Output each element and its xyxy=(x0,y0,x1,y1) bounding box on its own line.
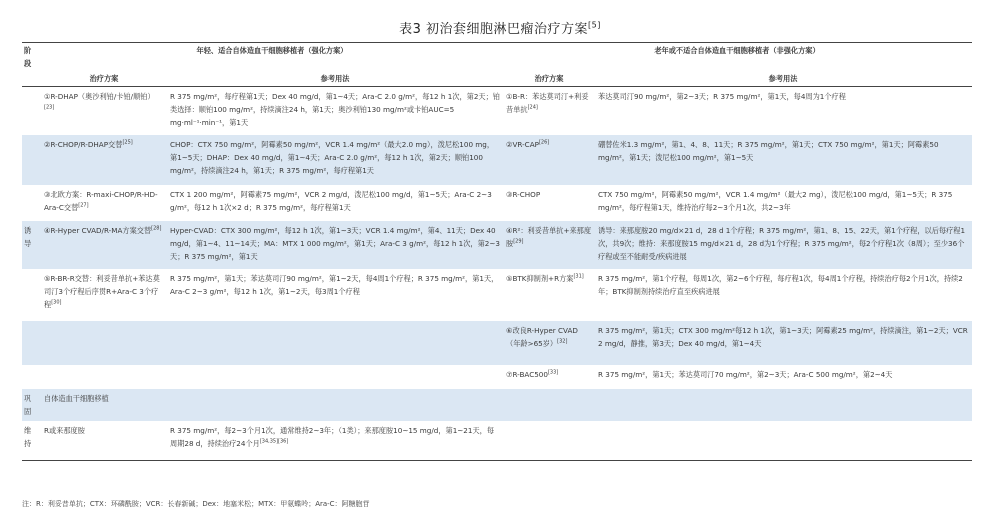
table-title-text: 表3 初治套细胞淋巴瘤治疗方案 xyxy=(399,22,589,37)
young-regimen-cell xyxy=(42,389,168,421)
old-regimen-cell-text: ②VR-CAP xyxy=(506,139,539,149)
stage-cell xyxy=(22,269,42,321)
table-row xyxy=(22,185,972,221)
table-row xyxy=(22,269,972,321)
young-regimen-cell xyxy=(42,321,168,365)
old-regimen-cell-text: ⑤BTK抑制剂+R方案 xyxy=(506,273,574,283)
young-dosage-cell xyxy=(168,269,504,321)
young-regimen-cell-text: ①R-DHAP（奥沙利铂/卡铂/顺铂） xyxy=(44,92,155,101)
header-old-regimen: 治疗方案 xyxy=(504,71,596,87)
old-regimen-cell xyxy=(504,221,596,269)
header-young-dosage: 参考用法 xyxy=(168,71,504,87)
old-regimen-cell-text: ⑥改良R-Hyper CVAD（年龄>65岁） xyxy=(506,325,578,348)
young-dosage-cell-text: CHOP：CTX 750 mg/m²，阿霉素50 mg/m²，VCR 1.4 mg/m²（最大2.0 mg），泼尼松100 mg，第1~5天；DHAP：Dex 40 mg/d，第1~4天；Ara-C 2.0 g/m²，每12 h 1次，第2天；顺铂100 mg/m²，持续滴注24 h，第1天；R 375 mg/m²，每疗程第1天 xyxy=(170,139,495,175)
citation-ref: [28] xyxy=(151,225,162,232)
table-row xyxy=(22,389,972,421)
old-dosage-cell xyxy=(596,135,972,185)
citation-ref: [32] xyxy=(557,338,568,345)
stage-cell xyxy=(22,421,42,461)
stage-cell xyxy=(22,221,42,269)
old-regimen-cell-text: ①B-R：苯达莫司汀+利妥昔单抗 xyxy=(506,92,589,114)
stage-cell-text: 诱导 xyxy=(24,225,32,248)
young-regimen-cell-text: ③北欧方案：R-maxi-CHOP/R-HD-Ara-C交替 xyxy=(44,189,158,212)
citation-ref: [25] xyxy=(122,139,133,146)
young-regimen-cell xyxy=(42,365,168,389)
citation-ref: [33] xyxy=(547,369,559,376)
stage-cell-text: 巩固 xyxy=(24,393,32,416)
young-regimen-cell-text: R或来那度胺 xyxy=(44,425,85,435)
stage-cell xyxy=(22,365,42,389)
young-dosage-cell xyxy=(168,87,504,135)
old-regimen-cell-text: ③R-CHOP xyxy=(506,189,541,199)
header-young-regimen: 治疗方案 xyxy=(42,71,168,87)
young-dosage-cell-text: CTX 1 200 mg/m²，阿霉素75 mg/m²，VCR 2 mg/d，泼尼松100 mg/d，第1~5天；Ara-C 2~3 g/m²，每12 h 1次×2 d；R 375 mg/m²，每疗程第1天 xyxy=(170,189,492,212)
young-regimen-cell xyxy=(42,221,168,269)
old-dosage-cell xyxy=(596,221,972,269)
young-regimen-cell xyxy=(42,269,168,321)
table-row xyxy=(22,421,972,461)
old-regimen-cell xyxy=(504,321,596,365)
footnote: 注：R：利妥昔单抗；CTX：环磷酰胺；VCR：长春新碱；Dex：地塞米松；MTX：甲氨蝶呤；Ara-C：阿糖胞苷 xyxy=(22,500,370,508)
old-regimen-cell xyxy=(504,421,596,461)
old-dosage-cell-text: 硼替佐米1.3 mg/m²，第1、4、8、11天；R 375 mg/m²，第1天；CTX 750 mg/m²，第1天；阿霉素50 mg/m²，第1天；泼尼松100 mg/m²，第1~5天 xyxy=(598,139,939,162)
young-dosage-cell xyxy=(168,365,504,389)
stage-cell xyxy=(22,321,42,365)
old-dosage-cell-text: CTX 750 mg/m²，阿霉素50 mg/m²，VCR 1.4 mg/m²（最大2 mg），泼尼松100 mg/d，第1~5天；R 375 mg/m²，每疗程第1天，维持治疗每2~3个月1次，共2~3年 xyxy=(598,189,953,212)
citation-ref: [34,35] xyxy=(259,438,279,445)
old-regimen-cell-text: ⑦R-BAC500 xyxy=(506,369,548,379)
young-regimen-cell xyxy=(42,87,168,135)
stage-cell xyxy=(22,185,42,221)
citation-ref: [26] xyxy=(538,139,550,146)
young-regimen-cell xyxy=(42,185,168,221)
citation-ref: [24] xyxy=(527,104,538,111)
old-regimen-cell xyxy=(504,135,596,185)
treatment-table xyxy=(22,42,972,461)
young-regimen-cell-text: ⑤R-BR-R交替：利妥昔单抗+苯达莫司汀3个疗程后序贯R+Ara-C 3个疗程 xyxy=(44,273,160,309)
young-regimen-cell xyxy=(42,135,168,185)
young-dosage-cell xyxy=(168,135,504,185)
citation-ref: [29] xyxy=(513,238,524,245)
old-dosage-cell xyxy=(596,321,972,365)
table-row xyxy=(22,321,972,365)
young-dosage-cell xyxy=(168,421,504,461)
header-row-groups xyxy=(22,43,972,72)
citation-ref: [23] xyxy=(44,104,55,111)
header-young-group: 年轻、适合自体造血干细胞移植者（强化方案） xyxy=(42,43,504,72)
young-dosage-cell xyxy=(168,321,504,365)
old-regimen-cell xyxy=(504,87,596,135)
old-dosage-cell xyxy=(596,421,972,461)
header-stage: 阶段 xyxy=(22,43,42,72)
young-dosage-cell xyxy=(168,389,504,421)
old-dosage-cell-text: R 375 mg/m²，第1天；苯达莫司汀70 mg/m²，第2~3天；Ara-C 500 mg/m²，第2~4天 xyxy=(598,369,893,379)
table-row xyxy=(22,87,972,135)
header-old-group: 老年或不适合自体造血干细胞移植者（非强化方案） xyxy=(504,43,972,72)
young-dosage-cell-text: Hyper-CVAD：CTX 300 mg/m²，每12 h 1次，第1~3天；VCR 1.4 mg/m²，第4、11天；Dex 40 mg/d，第1~4、11~14天；MA：MTX 1 000 mg/m²，第1天；Ara-C 3 g/m²，每12 h 1次，第2~3天；R 375 mg/m²，第1天 xyxy=(170,225,500,261)
old-dosage-cell-text: R 375 mg/m²，第1天；CTX 300 mg/m²每12 h 1次，第1~3天；阿霉素25 mg/m²，持续滴注，第1~2天；VCR 2 mg/d，静推，第3天；Dex 40 mg/d，第1~4天 xyxy=(598,325,968,348)
citation-ref: [36] xyxy=(278,438,289,445)
old-dosage-cell xyxy=(596,185,972,221)
table-title-ref: [5] xyxy=(588,20,601,30)
table-body xyxy=(22,87,972,461)
young-dosage-cell-text: R 375 mg/m²，每疗程第1天；Dex 40 mg/d，第1~4天；Ara-C 2.0 g/m²，每12 h 1次，第2天；铂类选择：顺铂100 mg/m²，持续滴注24 h，第1天；奥沙利铂130 mg/m²或卡铂AUC=5 mg·ml⁻¹·min⁻¹，第1天 xyxy=(170,92,500,127)
old-dosage-cell-text: R 375 mg/m²，第1个疗程，每周1次，第2~6个疗程，每疗程1次，每4周1个疗程，持续治疗每2个月1次，持续2年；BTK抑制剂持续治疗直至疾病进展 xyxy=(598,273,963,296)
old-regimen-cell xyxy=(504,365,596,389)
table-row xyxy=(22,365,972,389)
young-regimen-cell-text: ②R-CHOP/R-DHAP交替 xyxy=(44,139,123,149)
citation-ref: [27] xyxy=(78,202,89,209)
young-dosage-cell xyxy=(168,221,504,269)
young-dosage-cell-text: R 375 mg/m²，每2~3个月1次，通常维持2~3年；（1类）；来那度胺10~15 mg/d，第1~21天，每周期28 d，持续治疗24个月 xyxy=(170,425,495,448)
citation-ref: [30] xyxy=(51,299,62,306)
young-regimen-cell-text: 自体造血干细胞移植 xyxy=(44,393,109,403)
old-regimen-cell xyxy=(504,269,596,321)
stage-cell xyxy=(22,135,42,185)
header-old-dosage: 参考用法 xyxy=(596,71,972,87)
stage-cell xyxy=(22,389,42,421)
header-row-columns xyxy=(22,71,972,87)
table-row xyxy=(22,221,972,269)
old-regimen-cell xyxy=(504,185,596,221)
stage-cell xyxy=(22,87,42,135)
old-regimen-cell xyxy=(504,389,596,421)
table-title xyxy=(0,18,1000,37)
old-dosage-cell xyxy=(596,87,972,135)
old-dosage-cell-text: 苯达莫司汀90 mg/m²，第2~3天；R 375 mg/m²，第1天，每4周为1个疗程 xyxy=(598,92,846,101)
old-dosage-cell xyxy=(596,389,972,421)
citation-ref: [31] xyxy=(573,273,584,280)
young-regimen-cell xyxy=(42,421,168,461)
old-regimen-cell-text: ④R²：利妥昔单抗+来那度胺 xyxy=(506,225,592,248)
old-dosage-cell xyxy=(596,365,972,389)
stage-cell-text: 维持 xyxy=(24,425,32,448)
table-row xyxy=(22,135,972,185)
young-regimen-cell-text: ④R-Hyper CVAD/R-MA方案交替 xyxy=(44,225,152,235)
young-dosage-cell xyxy=(168,185,504,221)
old-dosage-cell-text: 诱导：来那度胺20 mg/d×21 d，28 d 1个疗程；R 375 mg/m²，第1、8、15、22天，第1个疗程，以后每疗程1次，共9次；维持：来那度胺15 mg/d×21 d，28 d为1个疗程；R 375 mg/m²，每2个疗程1次（8周）；至少36个疗程或至不能耐受/疾病进展 xyxy=(598,225,966,261)
young-dosage-cell-text: R 375 mg/m²，第1天；苯达莫司汀90 mg/m²，第1~2天，每4周1个疗程；R 375 mg/m²，第1天，Ara-C 2~3 g/m²，每12 h 1次，第1~2天，每3周1个疗程 xyxy=(170,273,499,296)
old-dosage-cell xyxy=(596,269,972,321)
